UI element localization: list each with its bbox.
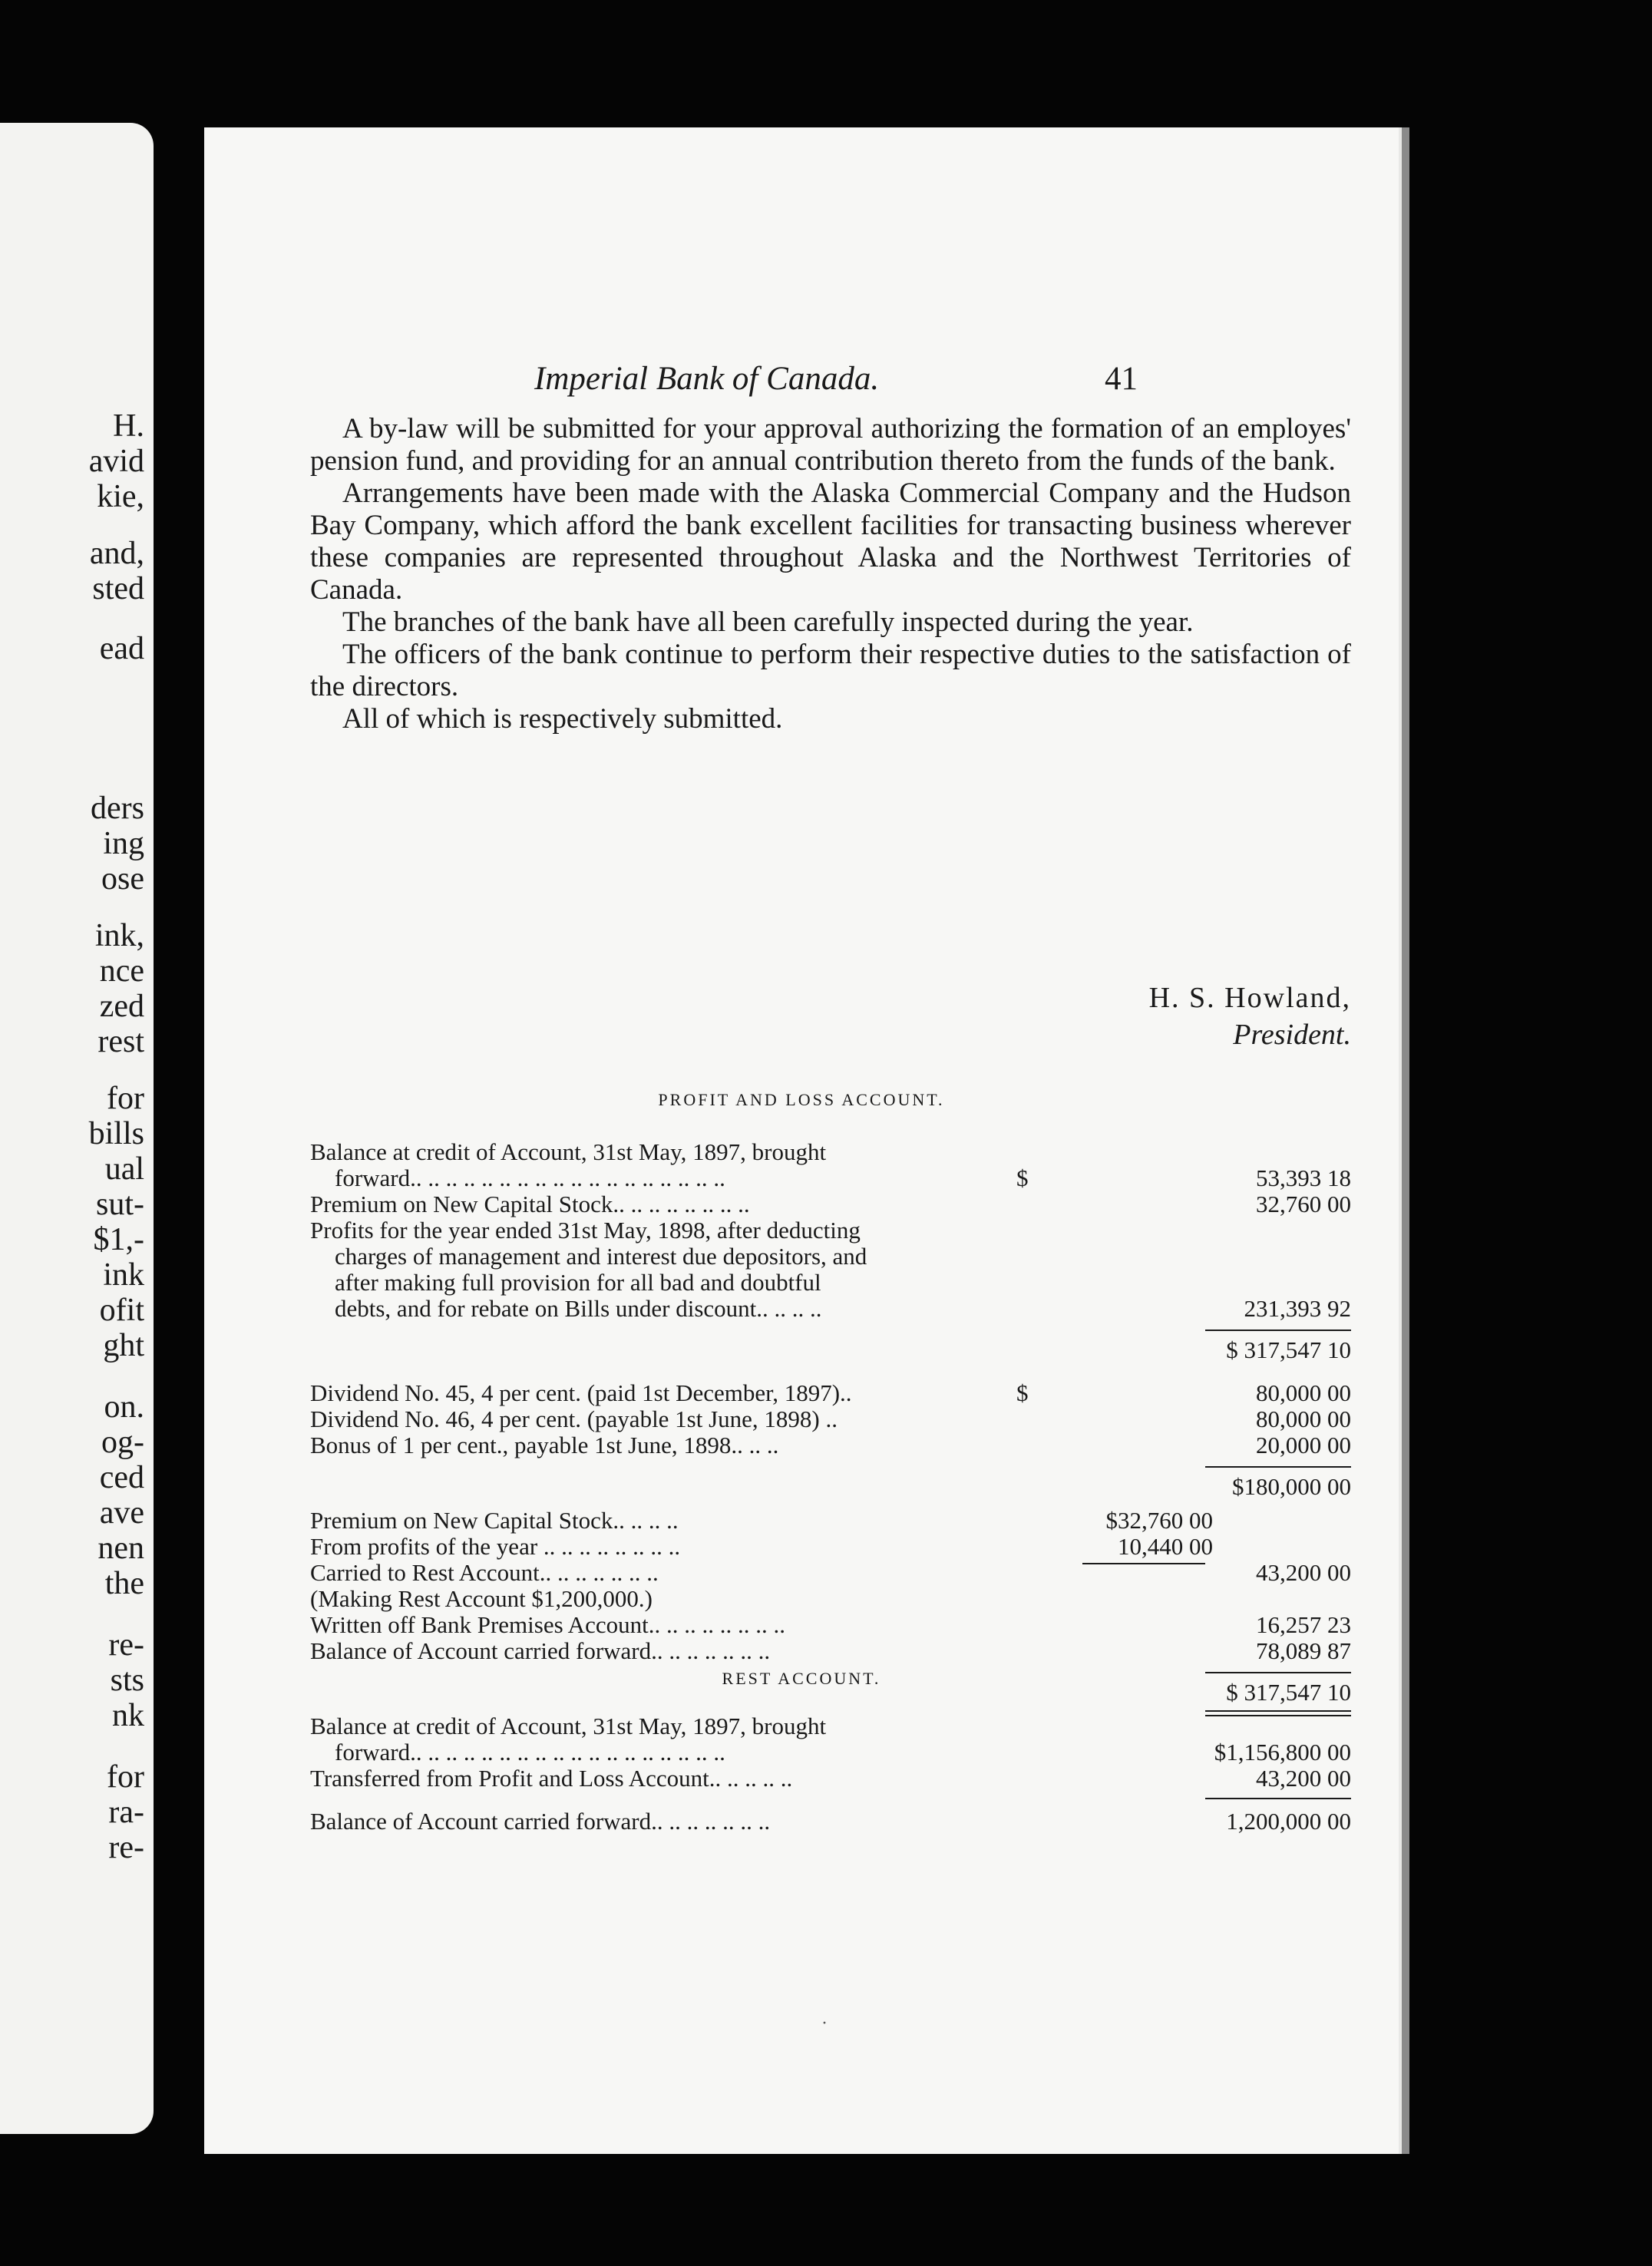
rule-spacer — [310, 1322, 1351, 1337]
ledger-amount: 43,200 00 — [1256, 1765, 1351, 1792]
left-fragment: ght — [103, 1328, 144, 1363]
ledger-text: Premium on New Capital Stock.. .. .. .. — [310, 1508, 679, 1534]
left-fragment: ink, — [94, 918, 144, 953]
ledger-row — [310, 1191, 1351, 1217]
profit-loss-table — [310, 1139, 1351, 1716]
double-rule — [1205, 1710, 1351, 1712]
paragraph: The officers of the bank continue to perform their respective duties to the satisfaction of the directors. — [310, 639, 1351, 702]
left-fragment: ra- — [108, 1795, 144, 1830]
ledger-text: From profits of the year .. .. .. .. .. .. .. .. — [310, 1534, 681, 1560]
ledger-row — [310, 1508, 1351, 1534]
rest-account-heading: REST ACCOUNT. — [722, 1669, 881, 1688]
page-title: Imperial Bank of Canada. — [534, 361, 880, 397]
ledger-row — [310, 1406, 1351, 1432]
left-fragment: rest — [97, 1024, 144, 1059]
ledger-amount: 20,000 00 — [1256, 1432, 1351, 1458]
ledger-row — [310, 1139, 1351, 1165]
ledger-text: charges of management and interest due depositors, and — [335, 1244, 867, 1270]
ink-speck: · — [821, 2013, 828, 2033]
ledger-amount: 78,089 87 — [1256, 1637, 1351, 1664]
ledger-text: Balance at credit of Account, 31st May, 1897, brought — [310, 1713, 827, 1739]
ledger-amount: 32,760 00 — [1256, 1191, 1351, 1217]
ledger-total-row — [310, 1809, 1351, 1835]
running-head — [204, 356, 1399, 402]
ledger-text: Dividend No. 45, 4 per cent. (paid 1st December, 1897).. — [310, 1380, 852, 1406]
ledger-subtotal-row — [310, 1474, 1351, 1500]
left-fragment: avid — [88, 444, 144, 479]
ledger-text: forward.. .. .. .. .. .. .. .. .. .. .. .. .. .. .. .. .. .. — [335, 1165, 725, 1191]
report-body — [310, 413, 1351, 735]
ledger-total: $ 317,547 10 — [1226, 1336, 1351, 1363]
paragraph: All of which is respectively submitted. — [342, 703, 783, 735]
ledger-row — [310, 1217, 1351, 1244]
left-fragment: on. — [104, 1389, 144, 1425]
ledger-text: Balance of Account carried forward.. .. .. .. .. .. .. — [310, 1638, 771, 1664]
ledger-text: Dividend No. 46, 4 per cent. (payable 1st June, 1898) .. — [310, 1406, 838, 1432]
ledger-row — [310, 1296, 1351, 1322]
left-fragment: ders — [91, 791, 144, 826]
sum-rule — [1205, 1330, 1351, 1331]
sub-rule — [1082, 1563, 1205, 1564]
paragraph: Arrangements have been made with the Alaska Commercial Company and the Hudson Bay Company, which afford the bank excellent facilities for transacting business wherever these companies are represented throughout Alaska and the Northwest Territories of Canada. — [310, 477, 1351, 606]
ledger-note: (Making Rest Account $1,200,000.) — [310, 1586, 653, 1612]
ledger-text: Balance of Account carried forward.. .. .. .. .. .. .. — [310, 1809, 771, 1835]
ledger-total: 1,200,000 00 — [1226, 1808, 1351, 1835]
left-fragment: for — [107, 1081, 144, 1116]
ledger-text: Carried to Rest Account.. .. .. .. .. .. .. — [310, 1560, 659, 1586]
page-edge-shadow — [1399, 127, 1409, 2154]
ledger-text: Profits for the year ended 31st May, 1898, after deducting — [310, 1217, 861, 1244]
rest-account-table — [310, 1713, 1351, 1835]
ledger-amount: 53,393 18 — [1256, 1164, 1351, 1191]
left-fragment: sted — [92, 571, 144, 606]
ledger-subtotal: $180,000 00 — [1232, 1473, 1351, 1500]
ledger-row — [310, 1713, 1351, 1739]
ledger-row — [310, 1612, 1351, 1638]
left-fragment: ced — [99, 1460, 144, 1495]
left-fragment: ofit — [99, 1293, 144, 1328]
ledger-text: Balance at credit of Account, 31st May, 1897, brought — [310, 1139, 827, 1165]
ledger-text: Premium on New Capital Stock.. .. .. .. .. .. .. .. — [310, 1191, 750, 1217]
ledger-sub-amount: 10,440 00 — [1118, 1533, 1213, 1560]
ledger-amount: $1,156,800 00 — [1214, 1739, 1351, 1766]
ledger-sub-amount: $32,760 00 — [1105, 1507, 1213, 1534]
ledger-text: after making full provision for all bad and doubtful — [335, 1270, 821, 1296]
ledger-row — [310, 1534, 1351, 1560]
ledger-amount: 231,393 92 — [1244, 1295, 1351, 1322]
signature-title: President. — [1233, 1019, 1351, 1051]
left-fragment: og- — [101, 1425, 144, 1460]
signature-name: H. S. Howland, — [1148, 982, 1351, 1014]
ledger-amount: 80,000 00 — [1256, 1406, 1351, 1432]
ledger-row — [310, 1270, 1351, 1296]
left-fragment: $1,- — [93, 1222, 144, 1257]
paragraph: The branches of the bank have all been carefully inspected during the year. — [342, 606, 1194, 638]
document-page — [204, 127, 1399, 2154]
left-fragment: re- — [108, 1830, 144, 1865]
sum-rule — [1205, 1466, 1351, 1468]
dollar-sign: $ — [1016, 1164, 1029, 1191]
left-fragment: ead — [99, 631, 144, 666]
left-fragment: ose — [101, 861, 144, 897]
left-fragment: zed — [99, 989, 144, 1024]
ledger-text: forward.. .. .. .. .. .. .. .. .. .. .. .. .. .. .. .. .. .. — [335, 1739, 725, 1766]
ledger-row — [310, 1380, 1351, 1406]
ledger-amount: 16,257 23 — [1256, 1611, 1351, 1638]
ledger-amount: 80,000 00 — [1256, 1379, 1351, 1406]
ledger-row — [310, 1432, 1351, 1458]
left-fragment: nce — [99, 953, 144, 989]
rule-spacer — [310, 1458, 1351, 1474]
ledger-text: Written off Bank Premises Account.. .. .. .. .. .. .. .. — [310, 1612, 785, 1638]
ledger-row — [310, 1586, 1351, 1612]
dollar-sign: $ — [1016, 1379, 1029, 1406]
ledger-row — [310, 1165, 1351, 1191]
ledger-text: debts, and for rebate on Bills under discount.. .. .. .. — [335, 1296, 822, 1322]
ledger-amount: 43,200 00 — [1256, 1559, 1351, 1586]
left-fragment: sut- — [96, 1187, 144, 1222]
left-fragment: nen — [97, 1531, 144, 1566]
left-fragment: sts — [110, 1663, 144, 1698]
ledger-text: Bonus of 1 per cent., payable 1st June, 1898.. .. .. — [310, 1432, 779, 1458]
left-fragment: ing — [103, 826, 144, 861]
rule-spacer — [310, 1792, 1351, 1809]
ledger-total-row — [310, 1337, 1351, 1363]
left-fragment: and, — [89, 536, 144, 571]
left-fragment: re- — [108, 1627, 144, 1663]
left-fragment: nk — [112, 1698, 144, 1733]
ledger-row — [310, 1560, 1351, 1586]
left-fragment: kie, — [97, 479, 144, 514]
paragraph: A by-law will be submitted for your approval authorizing the formation of an employes' pension fund, and providing for an annual contribution thereto from the funds of the bank. — [310, 413, 1351, 477]
left-fragment: ink — [103, 1257, 144, 1293]
left-fragment: ave — [99, 1495, 144, 1531]
left-facing-page — [0, 123, 154, 2134]
ledger-row — [310, 1766, 1351, 1792]
ledger-row — [310, 1739, 1351, 1766]
ledger-row — [310, 1638, 1351, 1664]
left-fragment: ual — [104, 1151, 144, 1187]
left-fragment: for — [107, 1759, 144, 1795]
page-number: 41 — [1105, 361, 1138, 397]
ledger-row — [310, 1244, 1351, 1270]
left-fragment: the — [104, 1566, 144, 1601]
sum-rule — [1205, 1798, 1351, 1799]
left-fragment: bills — [88, 1116, 144, 1151]
left-fragment: H. — [113, 408, 144, 444]
profit-loss-heading: PROFIT AND LOSS ACCOUNT. — [658, 1090, 945, 1109]
ledger-total: $ 317,547 10 — [1226, 1679, 1351, 1706]
ledger-text: Transferred from Profit and Loss Account.. .. .. .. .. — [310, 1766, 793, 1792]
